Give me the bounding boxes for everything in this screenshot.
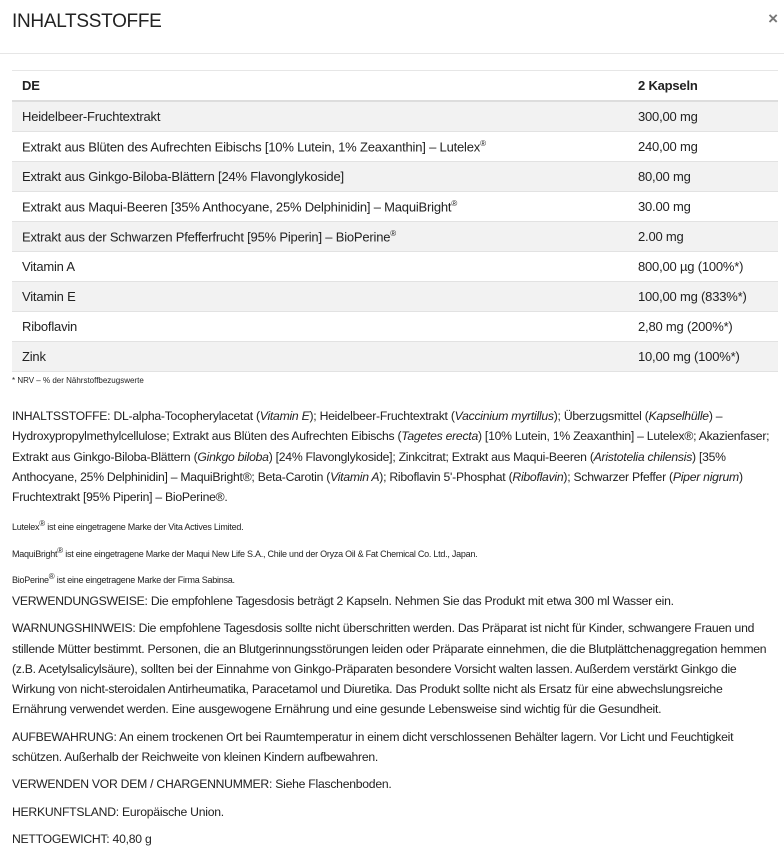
ingredients-text: ) [24% Flavonglykoside]; Zinkcitrat; Extrakt aus Maqui-Beeren ( [268,449,594,464]
ingredient-label: Extrakt aus Blüten des Aufrechten Eibischs [10% Lutein, 1% Zeaxanthin] – Lutelex [22,139,481,155]
latin-name: Ginkgo biloba [197,449,269,464]
ingredient-label: Extrakt aus Maqui-Beeren [35% Anthocyane, 25% Delphinidin] – MaquiBright [22,199,452,215]
section-label: WARNUNGSHINWEIS: [12,621,136,636]
table-row [12,282,778,312]
ingredient-label: Riboflavin [22,319,78,334]
section-text: An einem trockenen Ort bei Raumtemperatur in einem dicht verschlossenen Behälter lagern. Vor Licht und Feuchtigkeit schützen. Außerhalb der Reichweite von kleinen Kindern aufbewahren. [12,729,734,765]
latin-name: Vaccinium myrtillus [454,409,554,423]
ingredient-label: Extrakt aus Ginkgo-Biloba-Blättern [24% Flavonglykoside] [22,169,344,184]
ingredient-label: Zink [22,349,46,364]
trademark-note [12,514,778,538]
table-row [12,222,778,252]
table-row [12,192,778,222]
ingredients-text: ); Schwarzer Pfeffer ( [563,469,673,484]
ingredient-amount: 800,00 µg (100%*) [628,252,778,282]
ingredient-amount: 30.00 mg [628,192,778,222]
section-text: Europäische Union. [118,804,224,819]
ingredients-text: ); Riboflavin 5'-Phosphat ( [379,469,513,484]
ingredient-amount: 10,00 mg (100%*) [628,342,778,372]
ingredient-label: Heidelbeer-Fruchtextrakt [22,109,161,124]
nrv-footnote: * NRV – % der Nährstoffbezugswerte [12,376,144,385]
ingredient-name [12,132,628,162]
brand-name: Lutelex [12,522,40,533]
ingredients-text: ) – Hydroxypropylmethylcellulose; Extrakt aus Blüten des Aufrechten Eibischs ( [12,409,723,444]
section-label: AUFBEWAHRUNG: [12,729,117,744]
ingredient-amount: 240,00 mg [628,132,778,162]
ingredients-paragraph [12,406,778,507]
registered-mark: ® [451,198,458,208]
registered-mark: ® [57,545,63,555]
modal-header [0,0,784,54]
column-header-amount: 2 Kapseln [628,71,778,102]
info-section [12,829,778,849]
table-row [12,101,778,132]
trademark-text: ist eine eingetragene Marke der Firma Sabinsa. [54,575,235,586]
ingredients-text: DL-alpha-Tocopherylacetat ( [110,409,260,423]
latin-name: Vitamin E [259,409,310,423]
table-row [12,162,778,192]
ingredients-text: ) [35% Anthocyane, 25% Delphinidin] – MaquiBright®; Beta-Carotin ( [12,449,726,484]
ingredients-text: ) [10% Lutein, 1% Zeaxanthin] – Lutelex®; Akazienfaser; Extrakt aus Ginkgo-Biloba-Blättern ( [12,429,770,464]
latin-name: Piper nigrum [672,469,739,484]
table-row [12,252,778,282]
section-label: HERKUNFTSLAND: [12,804,119,819]
latin-name: Aristotelia chilensis [593,449,693,464]
trademark-text: ist eine eingetragene Marke der Vita Actives Limited. [44,522,244,533]
ingredient-amount: 100,00 mg (833%*) [628,282,778,312]
trademark-note [12,541,778,565]
latin-name: Riboflavin [512,469,564,484]
column-header-name: DE [12,71,628,102]
modal-title: INHALTSSTOFFE [12,11,162,32]
table-row [12,312,778,342]
registered-mark: ® [48,572,55,582]
ingredients-text: ); Heidelbeer-Fruchtextrakt ( [309,409,455,423]
ingredient-label: Extrakt aus der Schwarzen Pfefferfrucht [95% Piperin] – BioPerine [22,229,391,245]
ingredients-table [12,70,778,372]
ingredient-name [12,162,628,192]
section-text: 40,80 g [109,831,152,846]
registered-mark: ® [39,519,45,529]
ingredient-name [12,252,628,282]
ingredients-text: ); Überzugsmittel ( [553,409,649,423]
ingredient-name [12,312,628,342]
section-label: VERWENDEN VOR DEM / CHARGENNUMMER: [12,777,273,792]
info-section [12,774,778,794]
ingredient-name [12,282,628,312]
section-label: VERWENDUNGSWEISE: [12,593,148,608]
ingredient-amount: 80,00 mg [628,162,778,192]
product-info [12,406,778,856]
latin-name: Vitamin A [330,469,380,484]
ingredient-label: Vitamin A [22,259,75,274]
close-icon[interactable]: × [768,9,778,28]
ingredient-amount: 2.00 mg [628,222,778,252]
trademark-note [12,567,778,591]
section-text: Die empfohlene Tagesdosis sollte nicht überschritten werden. Das Präparat ist nicht für Kinder, schwangere Frauen und stillende Mütter bestimmt. Personen, die an Blutgerinnungsstörungen leiden oder Präparate einnehmen, die die Blutplättchenaggregation hemmen (z.B. Acetylsalicylsäure), sollten bei der Einnahme von Ginkgo-Präparaten besondere Vorsicht walten lassen. Außerdem verstärkt Ginkgo die Wirkung von nicht-steroidalen Antirheumatika, Paracetamol und Diuretika. Das Produkt sollte nicht als Ersatz für eine abwechslungsreiche Ernährung verwendet werden. Eine ausgewogene Ernährung und eine gesunde Lebensweise sind wichtig für die Gesundheit. [12,621,767,717]
ingredient-label: Vitamin E [22,289,76,304]
ingredient-name [12,192,628,222]
ingredients-label: INHALTSSTOFFE: [12,409,111,423]
table-row [12,342,778,372]
table-header-row [12,71,778,102]
latin-name: Kapselhülle [648,409,709,423]
info-section [12,618,778,719]
ingredient-name [12,222,628,252]
ingredient-name [12,342,628,372]
ingredients-text: ) Fruchtextrakt [95% Piperin] – BioPerine®. [12,469,743,505]
registered-mark: ® [390,228,396,238]
section-text: Siehe Flaschenboden. [272,777,392,792]
section-label: NETTOGEWICHT: [12,831,110,846]
info-section [12,591,778,611]
info-section [12,802,778,822]
section-text: Die empfohlene Tagesdosis beträgt 2 Kapseln. Nehmen Sie das Produkt mit etwa 300 ml Wasser ein. [147,593,674,608]
trademark-text: ist eine eingetragene Marke der Maqui New Life S.A., Chile und der Oryza Oil & Fat Chemical Co. Ltd., Japan. [62,548,478,559]
ingredient-name [12,101,628,132]
table-row [12,132,778,162]
latin-name: Tagetes erecta [401,429,478,444]
ingredient-amount: 2,80 mg (200%*) [628,312,778,342]
ingredient-amount: 300,00 mg [628,101,778,132]
info-section [12,727,778,768]
brand-name: MaquiBright [12,548,58,559]
brand-name: BioPerine [12,575,49,586]
registered-mark: ® [480,138,486,148]
